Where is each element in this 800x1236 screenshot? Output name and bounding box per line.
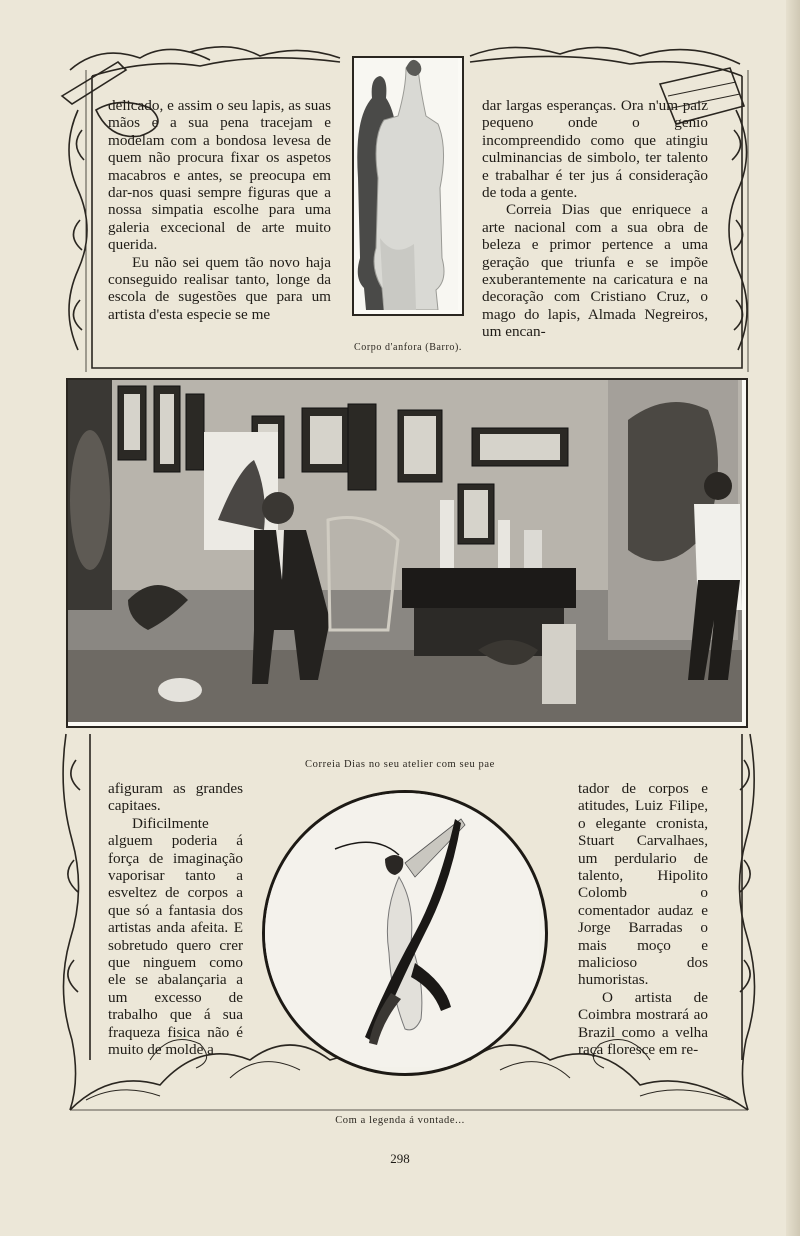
paragraph: O artista de Coimbra mostrará ao Brazil como a velha raça floresce em re- — [578, 988, 708, 1059]
paragraph: Dificilmente alguem poderia á força de imaginação vaporisar tanto a esveltez de corpos a que só a fantasia dos artistas anda afeita. E sobretudo quero crer que ninguem como ele se abalançaria a um excesso de trabalho que á sua fraqueza fisica não é muito de molde a — [108, 814, 243, 1059]
studio-photo — [66, 378, 748, 728]
paragraph: dar largas esperanças. Ora n'um paiz pequeno onde o genio incompreendido como que atingiu culminancias de simbolo, ter talento e trabalhar é ter jus á consideração de toda a gente. — [482, 97, 708, 202]
dancer-caption: Com a legenda á vontade... — [335, 1115, 465, 1126]
studio-caption: Correia Dias no seu atelier com seu pae — [305, 759, 495, 770]
paragraph: tador de corpos e atitudes, Luiz Filipe, o elegante cronista, Stuart Carvalhaes, um perdulario de talento, Hipolito Colomb o comentador audaz e Jorge Barradas o mais moço e malicioso dos humoristas. — [578, 780, 708, 989]
paragraph: Eu não sei quem tão novo haja conseguido realisar tanto, longe da escola de sugestões que para um artista d'esta especie se me — [108, 253, 331, 323]
page-number: 298 — [390, 1151, 410, 1166]
paragraph: afiguram as grandes capitaes. — [108, 780, 243, 815]
dancer-illustration — [262, 790, 548, 1076]
paragraph: Correia Dias que enriquece a arte nacional com a sua obra de beleza e primor pertence a uma geração que triunfa e se impõe exuberantemente na caricatura e na decoração com Cristiano Cruz, o mago do lapis, Almada Negreiros, um encan- — [482, 201, 708, 341]
sculpture-photo — [352, 56, 464, 316]
text-column-top-right — [482, 97, 708, 341]
text-column-bottom-right — [578, 780, 708, 1059]
paragraph: delicado, e assim o seu lapis, as suas mãos e a sua pena tracejam e modelam com a bondosa levesa de quem não procura fixar os aspetos macabros e antes, se preocupa em dar-nos quasi sempre figuras que a nossa simpatia escolhe para uma galeria excecional de arte muito querida. — [108, 97, 331, 254]
sculpture-caption: Corpo d'anfora (Barro). — [353, 342, 463, 353]
text-column-top-left — [108, 97, 331, 323]
text-column-bottom-left — [108, 780, 243, 1059]
